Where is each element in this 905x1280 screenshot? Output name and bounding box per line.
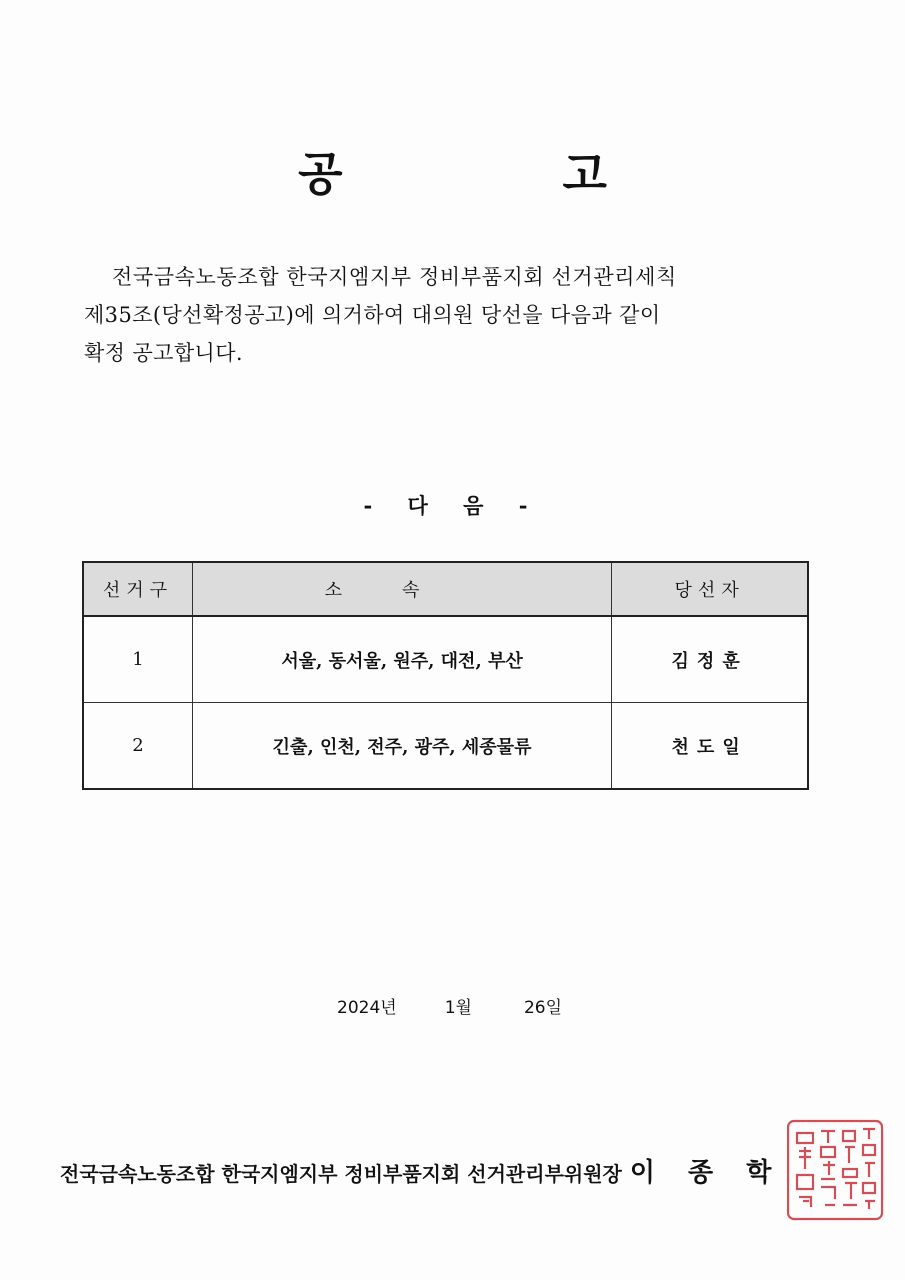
date-year: 2024년 — [337, 998, 397, 1018]
notice-title — [0, 138, 905, 204]
row-affiliation: 긴출, 인천, 전주, 광주, 세종물류 — [192, 703, 611, 790]
footer-organization: 전국금속노동조합 한국지엠지부 정비부품지회 선거관리부위원장 — [60, 1162, 622, 1186]
body-line-2: 제35조(당선확정공고)에 의거하여 대의원 당선을 다음과 같이 — [84, 303, 661, 327]
header-district: 선거구 — [83, 562, 192, 616]
header-affiliation: 소속 — [192, 562, 611, 616]
notice-body — [84, 258, 824, 372]
table-row — [83, 703, 808, 790]
body-line-3: 확정 공고합니다. — [84, 341, 243, 365]
notice-date — [337, 993, 562, 1018]
row-elected: 김정훈 — [612, 616, 808, 703]
footer-signatory: 이 종 학 — [629, 1158, 784, 1188]
title-char-left: 공 — [298, 147, 343, 201]
table-row — [83, 616, 808, 703]
date-day: 26일 — [523, 998, 562, 1018]
subheading: - 다 음 - — [363, 493, 542, 518]
body-line-1: 전국금속노동조합 한국지엠지부 정비부품지회 선거관리세칙 — [112, 265, 677, 289]
row-district: 2 — [83, 703, 192, 790]
row-elected: 천도일 — [612, 703, 808, 790]
date-month: 1월 — [444, 998, 472, 1018]
row-district: 1 — [83, 616, 192, 703]
table-header-row — [83, 562, 808, 616]
title-char-right: 고 — [562, 147, 607, 201]
header-elected: 당선자 — [612, 562, 808, 616]
row-affiliation: 서울, 동서울, 원주, 대전, 부산 — [192, 616, 611, 703]
signature-line — [60, 1152, 783, 1189]
official-seal-icon — [785, 1117, 885, 1223]
results-table — [82, 561, 809, 790]
